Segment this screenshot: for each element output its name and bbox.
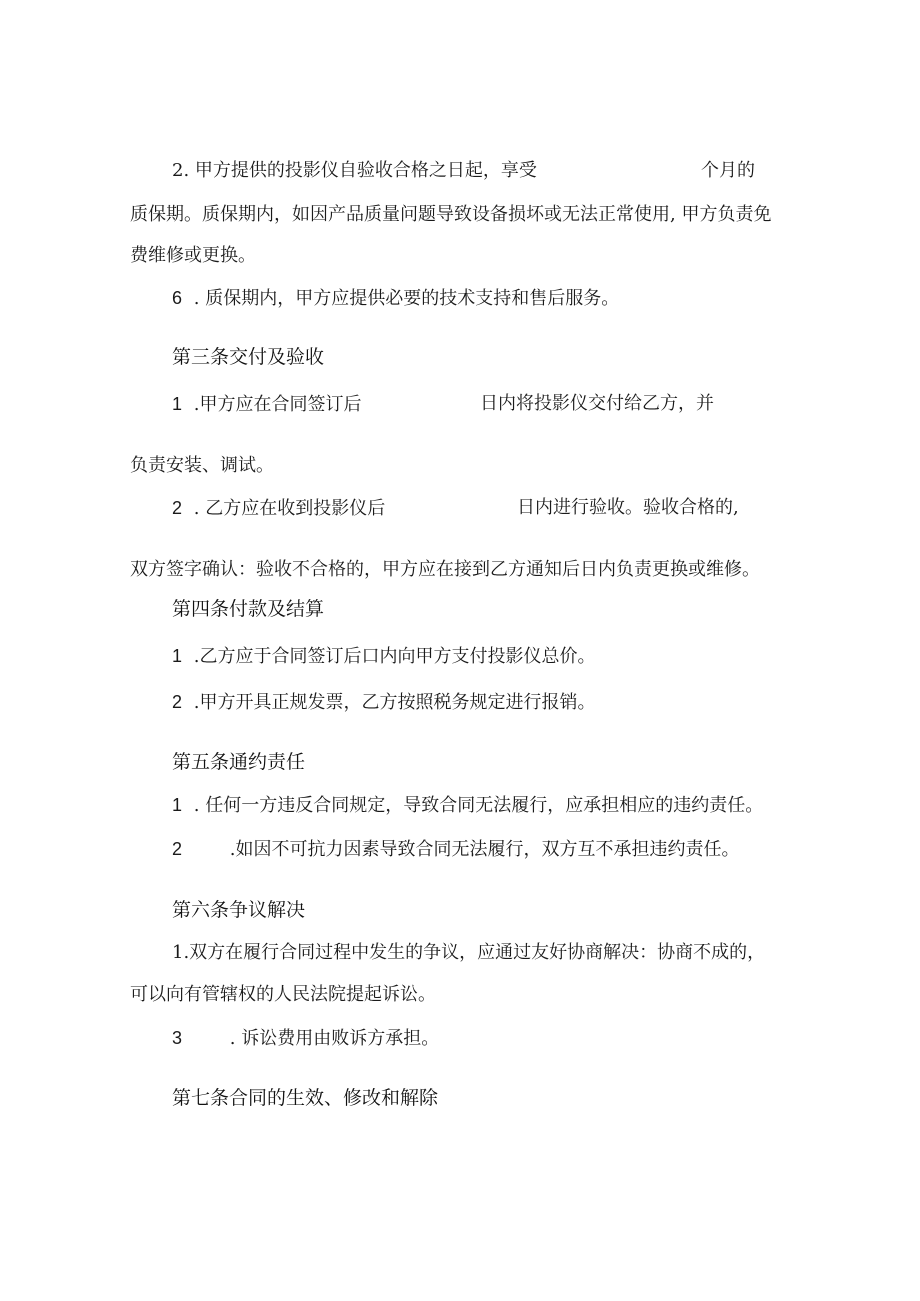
section-3-item-2-line-end bbox=[517, 496, 739, 520]
section-3-item-2-text-c: 双方签字确认：验收不合格的，甲方应在接到乙方通知后日内负责更换或维修。 bbox=[130, 559, 760, 580]
section-3-item-1-text-c: 负责安装、调试。 bbox=[130, 455, 274, 476]
section-3-item-2-text-b: 日内进行验收。验收合格的, bbox=[517, 497, 739, 518]
section-6-item-1-text-b: 可以向有管辖权的人民法院提起诉讼。 bbox=[130, 984, 436, 1005]
section-6-item-1-text-a: 1.双方在履行合同过程中发生的争议，应通过友好协商解决：协商不成的， bbox=[172, 942, 766, 963]
clause-2-text-a: 2. 甲方提供的投影仪自验收合格之日起，享受 bbox=[172, 160, 537, 181]
section-3-heading: 第三条交付及验收 bbox=[172, 346, 325, 368]
section-3-item-2-line bbox=[172, 496, 385, 521]
clause-2-text-d: 费维修或更换。 bbox=[130, 245, 256, 266]
clause-2-line-2 bbox=[130, 203, 771, 227]
clause-2-text-b: 个月的 bbox=[701, 160, 755, 181]
section-5-item-2-line bbox=[172, 837, 739, 862]
clause-2-line-1 bbox=[172, 159, 537, 183]
section-6-item-3-number: 3 bbox=[172, 1028, 183, 1048]
section-3-item-1-line-2 bbox=[130, 454, 274, 478]
section-4-item-2-number: 2 bbox=[172, 692, 183, 712]
section-6-item-3-text: . 诉讼费用由败诉方承担。 bbox=[229, 1028, 440, 1049]
section-3-item-1-text-b: 日内将投影仪交付给乙方，并 bbox=[480, 393, 714, 414]
section-6-heading: 第六条争议解决 bbox=[172, 899, 306, 921]
section-3-item-1-line bbox=[172, 392, 361, 417]
section-4-item-1-text: .乙方应于合同签订后口内向甲方支付投影仪总价。 bbox=[193, 646, 596, 667]
clause-6-text: . 质保期内，甲方应提供必要的技术支持和售后服务。 bbox=[193, 288, 620, 309]
section-3-item-1-number: 1 bbox=[172, 394, 183, 414]
section-4-item-1-number: 1 bbox=[172, 646, 183, 666]
section-4-item-2-text: .甲方开具正规发票，乙方按照税务规定进行报销。 bbox=[193, 692, 596, 713]
clause-6-number: 6 bbox=[172, 288, 183, 308]
clause-6-line bbox=[172, 286, 619, 311]
section-5-item-2-number: 2 bbox=[172, 839, 183, 859]
section-5-heading: 第五条通约责任 bbox=[172, 751, 306, 773]
section-4-item-1-line bbox=[172, 644, 595, 669]
section-4-item-2-line bbox=[172, 690, 595, 715]
clause-2-text-c: 质保期。质保期内，如因产品质量问题导致设备损坏或无法正常使用, 甲方负责免 bbox=[130, 204, 772, 225]
section-3-item-1-line-end bbox=[480, 392, 714, 416]
section-3-item-2-line-2 bbox=[130, 558, 760, 582]
clause-2-line-1-end bbox=[701, 159, 755, 183]
section-5-item-2-text: .如因不可抗力因素导致合同无法履行，双方互不承担违约责任。 bbox=[229, 839, 740, 860]
section-5-item-1-number: 1 bbox=[172, 795, 183, 815]
section-4-heading: 第四条付款及结算 bbox=[172, 598, 325, 620]
section-6-item-3-line bbox=[172, 1026, 439, 1051]
section-5-item-1-line bbox=[172, 793, 763, 818]
clause-2-line-3 bbox=[130, 244, 256, 268]
section-7-heading: 第七条合同的生效、修改和解除 bbox=[172, 1087, 439, 1109]
section-3-item-1-text-a: .甲方应在合同签订后 bbox=[193, 394, 362, 415]
section-3-item-2-text-a: . 乙方应在收到投影仪后 bbox=[193, 498, 386, 519]
section-5-item-1-text: . 任何一方违反合同规定，导致合同无法履行，应承担相应的违约责任。 bbox=[193, 795, 764, 816]
section-6-item-1-line-2 bbox=[130, 983, 436, 1007]
section-3-item-2-number: 2 bbox=[172, 498, 183, 518]
section-6-item-1-line bbox=[172, 941, 765, 965]
